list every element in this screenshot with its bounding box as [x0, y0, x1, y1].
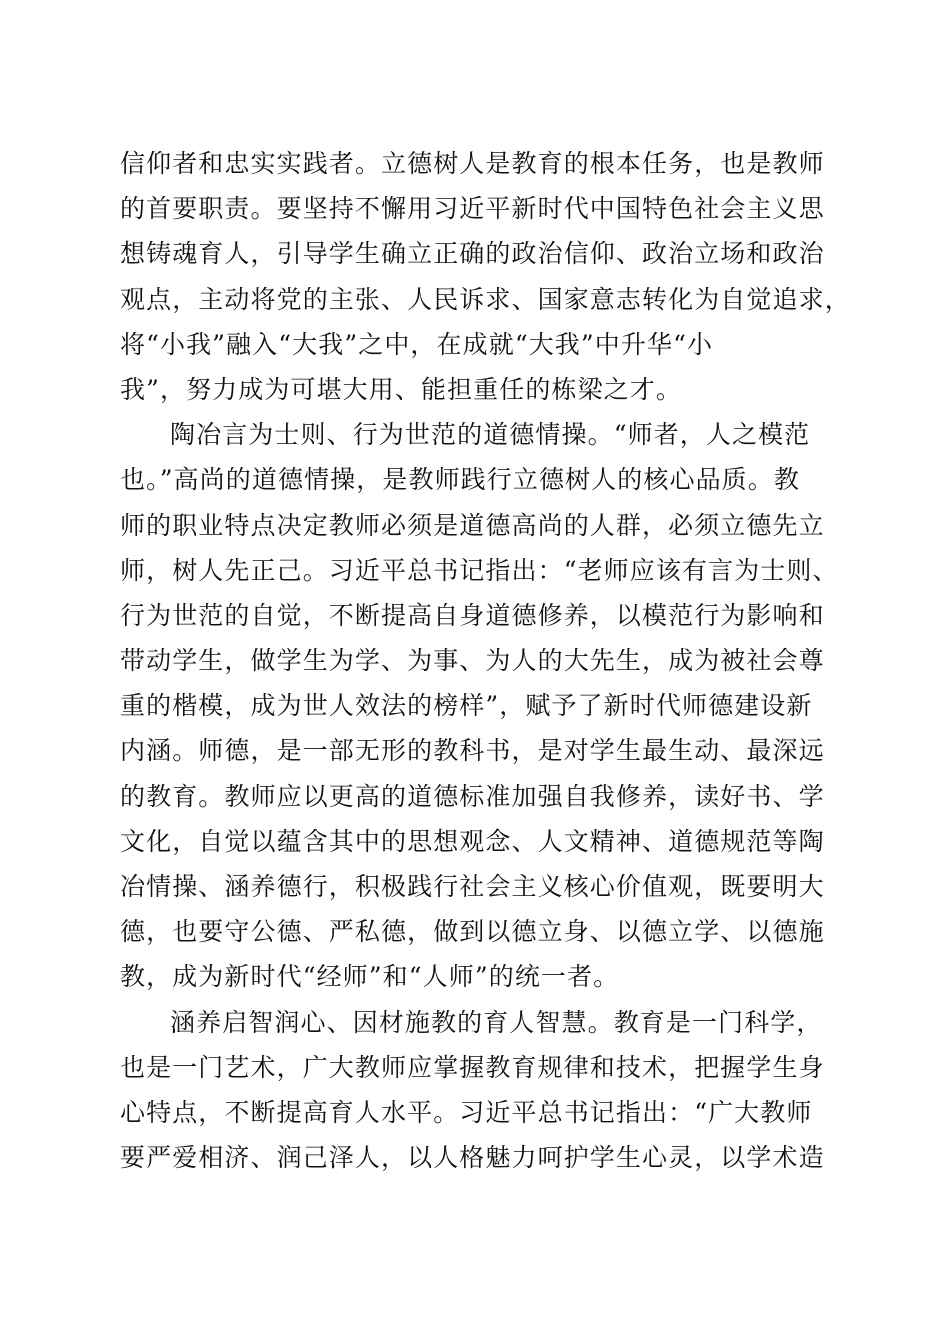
paragraph-1	[120, 141, 851, 412]
paragraph-3	[120, 1000, 840, 1181]
text-line: 重的楷模，成为世人效法的榜样”，赋予了新时代师德建设新	[120, 691, 813, 721]
text-line: 的教育。教师应以更高的道德标准加强自我修养，读好书、学	[120, 781, 825, 811]
text-line: 的首要职责。要坚持不懈用习近平新时代中国特色社会主义思	[120, 194, 825, 224]
text-line: 带动学生，做学生为学、为事、为人的大先生，成为被社会尊	[120, 646, 825, 676]
text-line: 观点，主动将党的主张、人民诉求、国家意志转化为自觉追求，	[120, 284, 851, 314]
text-line: 要严爱相济、润己泽人，以人格魅力呵护学生心灵，以学术造	[120, 1143, 825, 1173]
text-line: 将“小我”融入“大我”之中，在成就“大我”中升华“小	[120, 329, 714, 359]
text-line-first: 涵养启智润心、因材施教的育人智慧。教育是一门科学，	[170, 1007, 823, 1037]
text-line: 心特点，不断提高育人水平。习近平总书记指出：“广大教师	[120, 1097, 813, 1127]
text-line: 我”，努力成为可堪大用、能担重任的栋梁之才。	[120, 374, 682, 404]
text-line: 师的职业特点决定教师必须是道德高尚的人群，必须立德先立	[120, 510, 825, 540]
text-line: 想铸魂育人，引导学生确立正确的政治信仰、政治立场和政治	[120, 239, 825, 269]
text-line: 文化，自觉以蕴含其中的思想观念、人文精神、道德规范等陶	[120, 826, 825, 856]
document-body	[120, 141, 851, 1180]
text-line: 行为世范的自觉，不断提高自身道德修养，以模范行为影响和	[120, 600, 825, 630]
text-line: 内涵。师德，是一部无形的教科书，是对学生最生动、最深远	[120, 736, 825, 766]
text-line: 师，树人先正己。习近平总书记指出：“老师应该有言为士则、	[120, 555, 839, 585]
text-line: 信仰者和忠实实践者。立德树人是教育的根本任务，也是教师	[120, 149, 825, 178]
text-line: 也是一门艺术，广大教师应掌握教育规律和技术，把握学生身	[120, 1052, 825, 1082]
text-line: 德，也要守公德、严私德，做到以德立身、以德立学、以德施	[120, 917, 825, 947]
text-line: 教，成为新时代“经师”和“人师”的统一者。	[120, 962, 620, 992]
text-line: 冶情操、涵养德行，积极践行社会主义核心价值观，既要明大	[120, 872, 825, 901]
text-line-first: 陶冶言为士则、行为世范的道德情操。“师者，人之模范	[170, 420, 811, 450]
paragraph-2	[120, 412, 840, 999]
text-line: 也。”高尚的道德情操，是教师践行立德树人的核心品质。教	[120, 465, 800, 495]
